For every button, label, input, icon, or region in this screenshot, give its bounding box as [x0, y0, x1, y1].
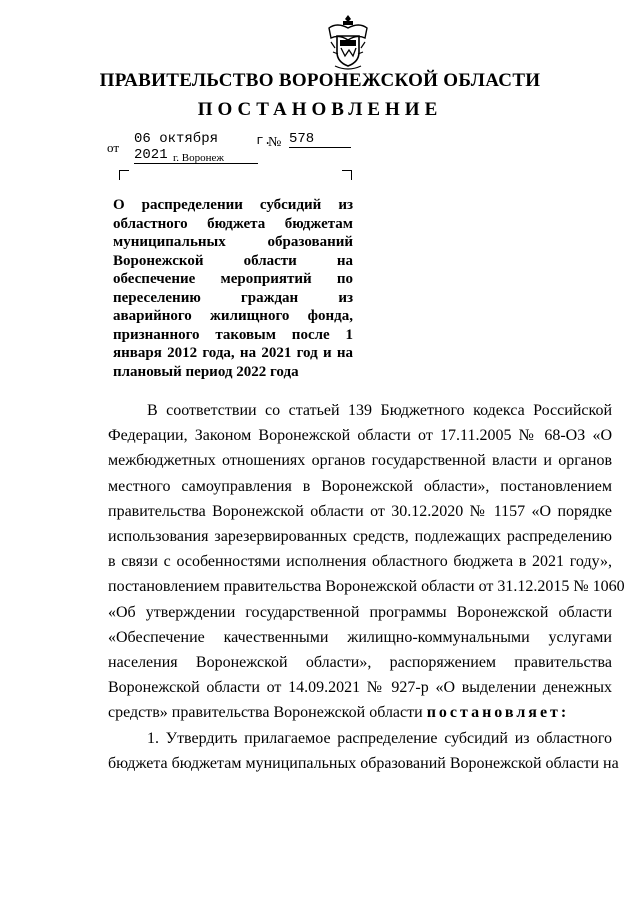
body-line: В соответствии со статьей 139 Бюджетного кодекса Российской [147, 402, 612, 419]
title-line: областного бюджета бюджетам [113, 215, 353, 232]
title-line: аварийного жилищного фонда, [113, 308, 353, 324]
title-line: обеспечение мероприятий по [113, 271, 353, 287]
title-corner-right [342, 170, 352, 180]
city-label: г. Воронеж [173, 152, 224, 164]
organization-name: ПРАВИТЕЛЬСТВО ВОРОНЕЖСКОЙ ОБЛАСТИ [99, 70, 541, 91]
title-line: муниципальных образований [113, 234, 353, 250]
body-line: 1. Утвердить прилагаемое распределение субсидий из областного [147, 729, 612, 747]
body-line: «Об утверждении государственной программы Воронежской области [108, 603, 612, 621]
body-line: «Обеспечение качественными жилищно-коммунальными услугами [108, 628, 612, 646]
document-number: 578 [289, 131, 351, 148]
body-line: правительства Воронежской области от 30.12.2020 № 1157 «О порядке [108, 502, 612, 520]
date-prefix-label: от [107, 140, 120, 155]
year-suffix-label: г. [256, 133, 272, 148]
document-title [113, 196, 353, 381]
number-label: № [268, 135, 282, 150]
body-line: бюджета бюджетам муниципальных образований Воронежской области на [108, 754, 619, 772]
body-line: Федерации, Законом Воронежской области от 17.11.2005 № 68-ОЗ «О [108, 427, 612, 445]
body-line: использования зарезервированных средств, подлежащих распределению [108, 528, 612, 546]
body-line: постановлением правительства Воронежской области от 31.12.2015 № 1060 [108, 578, 625, 596]
title-line: признанного таковым после 1 [113, 326, 353, 343]
resolution-keyword: постановляет: [426, 704, 570, 722]
document-type: ПОСТАНОВЛЕНИЕ [197, 99, 443, 120]
coat-of-arms-emblem [325, 12, 371, 72]
body-line: Воронежской области от 14.09.2021 № 927-р «О выделении денежных [108, 679, 612, 697]
body-line: местного самоуправления в Воронежской области», постановлением [108, 477, 612, 495]
body-line-final [108, 700, 612, 725]
document-body [108, 398, 625, 776]
title-line: О распределении субсидий из [113, 197, 353, 213]
document-date: 06 октября 2021 [134, 131, 258, 164]
body-line-prefix: средств» правительства Воронежской области [108, 704, 423, 722]
body-line: населения Воронежской области», распоряжением правительства [108, 654, 612, 672]
body-line: межбюджетных отношениях органов государственной власти и органов [108, 452, 612, 470]
body-line: в связи с особенностями исполнения областного бюджета в 2021 году», [108, 553, 612, 571]
title-line: переселению граждан из [113, 289, 353, 306]
title-corner-left [119, 170, 129, 180]
title-line: Воронежской области на [113, 252, 353, 269]
title-line: января 2012 года, на 2021 год и на [113, 345, 353, 361]
title-line: плановый период 2022 года [113, 363, 299, 380]
